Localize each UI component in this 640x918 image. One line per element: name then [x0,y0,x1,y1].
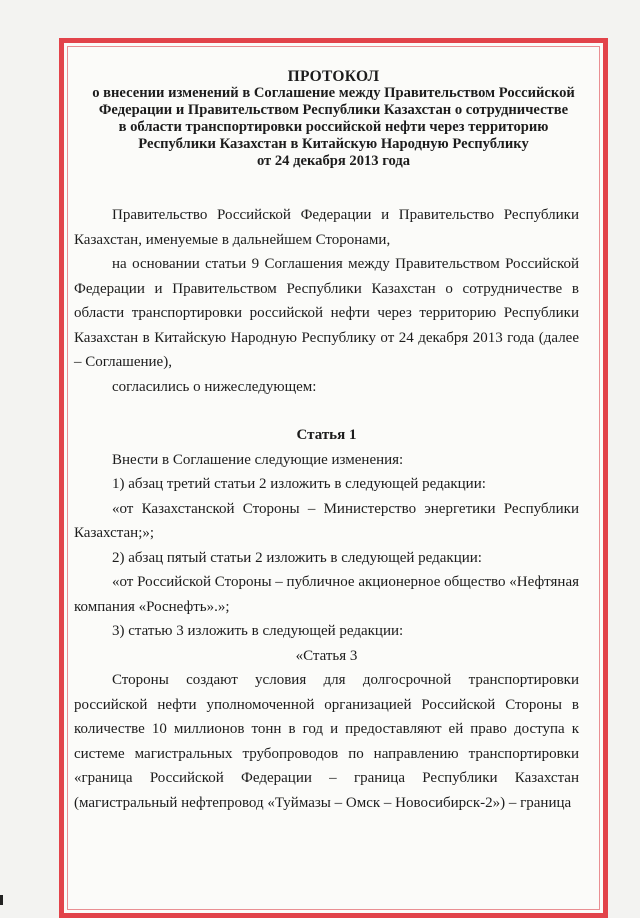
subtitle-line: Республики Казахстан в Китайскую Народную Республику [138,136,529,152]
subtitle-line: Федерации и Правительством Республики Казахстан о сотрудничестве [98,102,569,118]
preamble-paragraph: согласились о нижеследующем: [112,378,317,395]
subtitle-line: о внесении изменений в Соглашение между Правительством Российской [92,85,575,101]
subtitle-line: в области транспортировки российской нефти через территорию [118,119,549,135]
document-title: ПРОТОКОЛ [287,68,380,85]
article-paragraph: «от Казахстанской Стороны – Министерство энергетики Республики Казахстан;»; [74,500,579,541]
quoted-article-heading: «Статья 3 [295,647,358,664]
article-paragraph: Внести в Соглашение следующие изменения: [112,451,404,468]
preamble-paragraph: Правительство Российской Федерации и Правительство Республики Казахстан, именуемые в дальнейшем Сторонами, [74,207,579,248]
subtitle-line: от 24 декабря 2013 года [256,153,411,169]
document-header [64,68,603,170]
scan-mark [0,895,3,905]
article-paragraph: 3) статью 3 изложить в следующей редакции: [112,623,404,639]
article-paragraph: 2) абзац пятый статьи 2 изложить в следующей редакции: [112,549,482,566]
article-paragraph: «от Российской Стороны – публичное акционерное общество «Нефтяная компания «Роснефть».»; [74,574,580,615]
preamble-paragraph: на основании статьи 9 Соглашения между Правительством Российской Федерации и Правительством Республики Казахстан о сотрудничестве в области транспортировки российской нефти через территорию Республики Казахстан в Китайскую Народную Республику от 24 декабря 2013 года (далее – Соглашение), [74,256,579,370]
document-page [59,38,608,918]
document-body [74,203,579,815]
article-heading: Статья 1 [296,427,357,443]
article-paragraph: 1) абзац третий статьи 2 изложить в следующей редакции: [112,476,486,492]
quoted-article-text: Стороны создают условия для долгосрочной транспортировки российской нефти уполномоченной организацией Российской Стороны в количестве 10 миллионов тонн в год и предоставляют ей право доступа к системе магистральных трубопроводов по направлению транспортировки «граница Российской Федерации – граница Республики Казахстан (магистральный нефтепровод «Туймазы – Омск – Новосибирск-2») – граница [74,672,579,811]
